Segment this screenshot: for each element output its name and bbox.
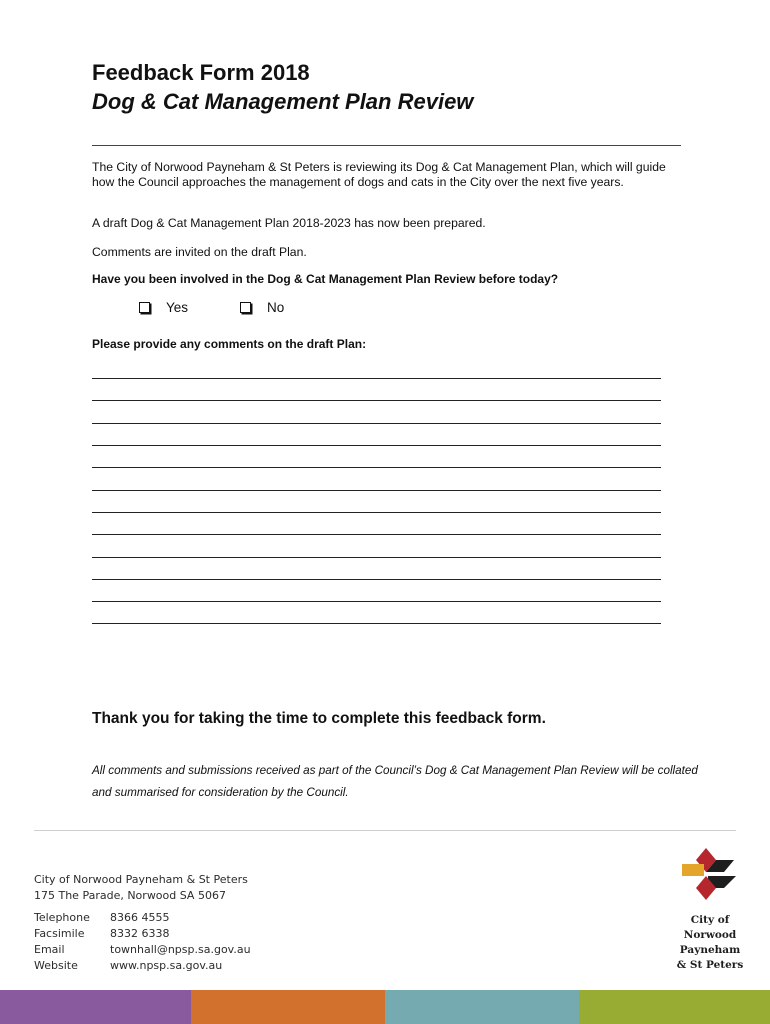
comment-line[interactable] [92, 579, 661, 580]
question-involved-label: Have you been involved in the Dog & Cat Management Plan Review before today? [92, 272, 559, 286]
footer-bar-purple [0, 990, 191, 1024]
footer-bar-orange [191, 990, 385, 1024]
form-title: Feedback Form 2018 [92, 60, 310, 85]
logo-text-line-3: Payneham [679, 944, 741, 956]
comment-line[interactable] [92, 490, 661, 491]
email-label: Email [34, 943, 65, 956]
intro-paragraph-1: The City of Norwood Payneham & St Peters is reviewing its Dog & Cat Management Plan, which will guide how the Council approaches the management of dogs and cats in the City over the next five years. [92, 160, 666, 189]
website-label: Website [34, 959, 78, 972]
logo-text-line-4: & St Peters [676, 959, 744, 971]
comments-label: Please provide any comments on the draft Plan: [92, 337, 367, 351]
comment-line[interactable] [92, 623, 661, 624]
comment-line[interactable] [92, 512, 661, 513]
comment-line[interactable] [92, 378, 661, 379]
option-yes[interactable] [139, 300, 188, 315]
comment-line[interactable] [92, 467, 661, 468]
logo-text-line-2: Norwood [683, 929, 737, 941]
comment-line[interactable] [92, 423, 661, 424]
title-divider [92, 145, 681, 146]
facsimile-value: 8332 6338 [110, 927, 170, 940]
telephone-value: 8366 4555 [110, 911, 170, 924]
comment-line[interactable] [92, 534, 661, 535]
logo-gold-left-shape [682, 864, 704, 876]
no-checkbox[interactable] [240, 302, 251, 313]
footer-bar-teal [385, 990, 579, 1024]
comment-line[interactable] [92, 445, 661, 446]
intro-paragraph-3: Comments are invited on the draft Plan. [92, 245, 307, 259]
intro-paragraph-2: A draft Dog & Cat Management Plan 2018-2023 has now been prepared. [92, 216, 486, 230]
logo-text-line-1: City of [690, 914, 730, 926]
yes-label: Yes [166, 300, 189, 315]
comment-line[interactable] [92, 557, 661, 558]
footer-bar-olive [579, 990, 770, 1024]
email-link[interactable]: townhall@npsp.sa.gov.au [110, 943, 251, 956]
comment-line[interactable] [92, 601, 661, 602]
comment-line[interactable] [92, 400, 661, 401]
footer-organisation: City of Norwood Payneham & St Peters [34, 873, 248, 886]
form-subtitle: Dog & Cat Management Plan Review [92, 89, 474, 114]
telephone-label: Telephone [34, 911, 90, 924]
footer-address: 175 The Parade, Norwood SA 5067 [34, 889, 226, 902]
facsimile-label: Facsimile [34, 927, 85, 940]
closing-note: All comments and submissions received as part of the Council’s Dog & Cat Management Plan Review will be collated and summarised for consideration by the Council. [92, 764, 698, 799]
yes-checkbox[interactable] [139, 302, 150, 313]
website-link[interactable]: www.npsp.sa.gov.au [110, 959, 223, 972]
option-no[interactable] [240, 300, 284, 315]
no-label: No [267, 300, 285, 315]
thank-you-heading: Thank you for taking the time to complete this feedback form. [92, 710, 546, 727]
footer-divider [34, 830, 736, 831]
council-logo-icon [680, 846, 738, 902]
